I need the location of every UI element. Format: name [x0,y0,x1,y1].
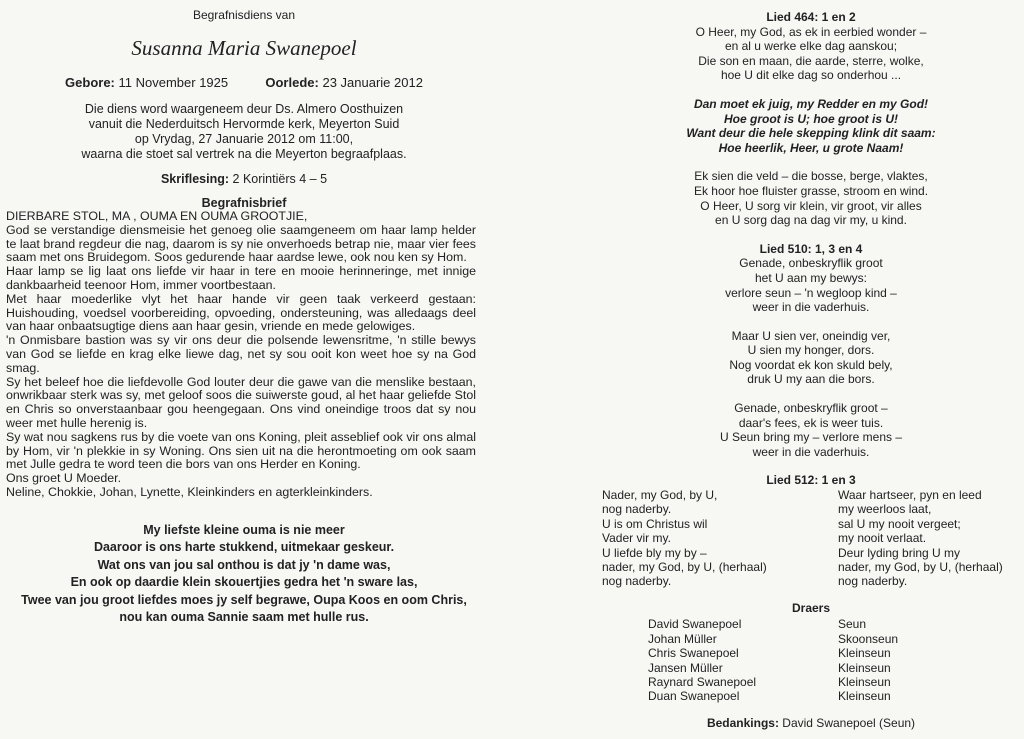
pallbearer-row [602,675,1020,689]
poem-line: nou kan ouma Sannie saam met hulle rus. [119,610,369,625]
letter-title: Begrafnisbrief [201,196,287,210]
letter-paragraph: Sy het beleef hoe die liefdevolle God louter deur die gawe van die menslike bestaan, onwrikbaar sterk was sy, met geloof soos die suiwerste goud, al het haar geliefde Stol en Chris so onverstaanbaar gou heengegaan. Ons vind oneindige troos dat sy nou weer met hulle herenig is. [6,374,476,430]
hymn-line: druk U my aan die bors. [747,372,875,387]
hymn-line: U liefde bly my by – [602,545,707,560]
service-line: op Vrydag, 27 Januarie 2012 om 11:00, [134,132,354,146]
pallbearer-relation: Kleinseun [838,660,891,675]
hymn-line: weer in die vaderhuis. [752,444,870,459]
hymn-line: Genade, onbeskryflik groot [739,256,883,271]
pallbearers-title: Draers [791,600,831,615]
hymn-line: U is om Christus wil [602,516,708,531]
hymn-chorus-line: Want deur die hele skepping klink dit saam: [686,126,936,141]
scripture-reading [6,172,482,186]
right-column [602,10,1020,730]
letter-paragraph: God se verstandige diensmeisie het genoeg olie saamgeneem om haar lamp helder te laat brand regdeur die nag, daarom is sy nie onverhoeds betrap nie, maar vier fees saam met ons Bruidegom. Soos gedurende haar aardse lewe, ook nou ken sy Hom. [6,222,476,265]
hymn-line: Nog voordat ek kon skuld bely, [729,357,893,372]
letter-paragraph: Met haar moederlike vlyt het haar hande vir geen taak verkeerd gestaan: Huishouding, voedsel voorbereiding, opvoeding, ondersteuning, was alledaags deel van haar onbaatsugtige diens aan haar gesin, vriende en mede gelowiges. [6,291,476,334]
pallbearer-row [602,617,1020,631]
pallbearer-name: Duan Swanepoel [648,689,740,704]
hymn-title: Lied 512: 1 en 3 [766,473,856,488]
hymn-line: Ek hoor hoe fluister grasse, stroom en wind. [693,183,929,198]
hymn-line: Ek sien die veld – die bosse, berge, vlaktes, [694,169,928,184]
left-column [6,8,476,627]
hymn-title: Lied 510: 1, 3 en 4 [759,241,863,256]
hymn-line: my weerloos laat, [838,502,932,517]
hymn-chorus-line: Hoe heerlik, Heer, u grote Naam! [718,140,904,155]
hymn-line: verlore seun – 'n wegloop kind – [725,285,897,300]
pallbearer-row [602,661,1020,675]
hymn-line: U Seun bring my – verlore mens – [719,430,903,445]
poem-line: Wat ons van jou sal onthou is dat jy 'n dame was, [97,557,391,572]
letter-paragraph: Neline, Chokkie, Johan, Lynette, Kleinkinders en agterkleinkinders. [6,484,373,499]
pallbearer-relation: Seun [838,617,867,632]
pallbearers [602,601,1020,704]
pallbearer-name: Raynard Swanepoel [648,674,757,689]
hymn-line: nader, my God, by U, (herhaal) [602,560,767,575]
hymn-line: Die son en maan, die aarde, sterre, wolke, [698,53,924,68]
hymn-chorus-line: Hoe groot is U; hoe groot is U! [724,111,898,126]
hymn-line: Genade, onbeskryflik groot – [734,401,888,416]
reading-value: 2 Korintiërs 4 – 5 [232,172,328,186]
pallbearer-name: Johan Müller [648,631,717,646]
died-value: 23 Januarie 2012 [322,75,423,90]
hymn-line: Waar hartseer, pyn en leed [838,488,982,503]
hymn-line: O Heer, my God, as ek in eerbied wonder – [695,24,927,39]
hymn-512-title-wrap [602,473,1020,488]
pallbearer-row [602,646,1020,660]
hymn-line: U sien my honger, dors. [747,343,875,358]
died-label: Oorlede: [265,75,319,90]
hymn-line: hoe U dit elke dag so onderhou ... [720,68,902,83]
hymn-title: Lied 464: 1 en 2 [766,10,856,24]
letter-paragraph: DIERBARE STOL, MA , OUMA EN OUMA GROOTJIE, [6,209,308,223]
thanks-value: David Swanepoel (Seun) [782,715,916,730]
hymn-510 [602,242,1020,460]
hymn-line: Maar U sien ver, oneindig ver, [731,328,891,343]
service-line: vanuit die Nederduitsch Hervormde kerk, Meyerton Suid [88,117,400,131]
pallbearer-relation: Kleinseun [838,646,891,661]
hymn-line: en U sorg dag na dag vir my, u kind. [715,213,907,228]
reading-label: Skriflesing: [160,172,230,186]
poem [6,522,482,627]
hymn-464 [602,10,1020,228]
poem-line: Twee van jou groot liefdes moes jy self begrawe, Oupa Koos en oom Chris, [21,592,467,607]
poem-line: My liefste kleine ouma is nie meer [143,522,345,537]
dates-line [6,75,482,90]
hymn-line: my nooit verlaat. [838,531,927,546]
hymn-line: nader, my God, by U, (herhaal) [838,560,1003,575]
hymn-line: O Heer, U sorg vir klein, vir groot, vir alles [700,198,922,213]
hymn-512-verse-3 [838,488,1020,589]
hymn-line: weer in die vaderhuis. [752,300,870,315]
pallbearer-relation: Kleinseun [838,689,891,704]
pallbearer-name: Jansen Müller [648,660,723,675]
pallbearer-row [602,689,1020,703]
letter-paragraph: 'n Onmisbare bastion was sy vir ons deur die polsende lewensritme, 'n stille bewys van God se liefde en krag elke liewe dag, net sy sou ooit kon weet hoe sy na God smag. [6,333,476,375]
thanks-label: Bedankings: [706,715,779,730]
hymn-line: Vader vir my. [602,531,671,546]
hymn-line: nog naderby. [602,502,672,517]
hymn-line: Deur lyding bring U my [838,545,961,560]
hymn-line: daar's fees, ek is weer tuis. [738,415,884,430]
letter-paragraph: Haar lamp se lig laat ons liefde vir haar in tere en mooie herinneringe, met innige dankbaarheid teenoor Hom, immer voortbestaan. [6,264,476,292]
hymn-512 [602,488,1020,589]
born-value: 11 November 1925 [118,75,229,90]
service-details [6,102,482,162]
pallbearer-relation: Kleinseun [838,674,891,689]
pallbearer-row [602,632,1020,646]
deceased-name: Susanna Maria Swanepoel [131,36,357,60]
hymn-line: het U aan my bewys: [754,270,868,285]
pallbearer-name: Chris Swanepoel [648,646,739,661]
hymn-line: nog naderby. [602,574,672,589]
acknowledgements [602,716,1020,730]
pallbearer-relation: Skoonseun [838,631,899,646]
poem-line: En ook op daardie klein skouertjies gedra het 'n sware las, [70,575,418,590]
hymn-line: sal U my nooit vergeet; [838,516,961,531]
service-header: Begrafnisdiens van [192,8,296,22]
poem-line: Daaroor is ons harte stukkend, uitmekaar geskeur. [93,540,395,555]
service-line: waarna die stoet sal vertrek na die Meyerton begraafplaas. [81,147,407,161]
funeral-letter [6,210,476,500]
letter-paragraph: Ons groet U Moeder. [6,471,122,486]
born-label: Gebore: [65,75,115,90]
hymn-chorus-line: Dan moet ek juig, my Redder en my God! [693,96,929,111]
service-line: Die diens word waargeneem deur Ds. Almero Oosthuizen [84,102,404,116]
hymn-512-verse-1 [602,488,838,589]
hymn-line: nog naderby. [838,574,908,589]
hymn-line: Nader, my God, by U, [602,488,718,503]
pallbearer-name: David Swanepoel [648,617,742,632]
letter-paragraph: Sy wat nou sagkens rus by die voete van ons Koning, pleit asseblief ook vir ons almal by Hom, vir 'n plekkie in sy Woning. Ons sien uit na die herontmoeting om ook saam met Julle gedra te word teen die bors van ons Herder en Koning. [6,429,476,472]
hymn-line: en al u werke elke dag aanskou; [724,39,898,54]
